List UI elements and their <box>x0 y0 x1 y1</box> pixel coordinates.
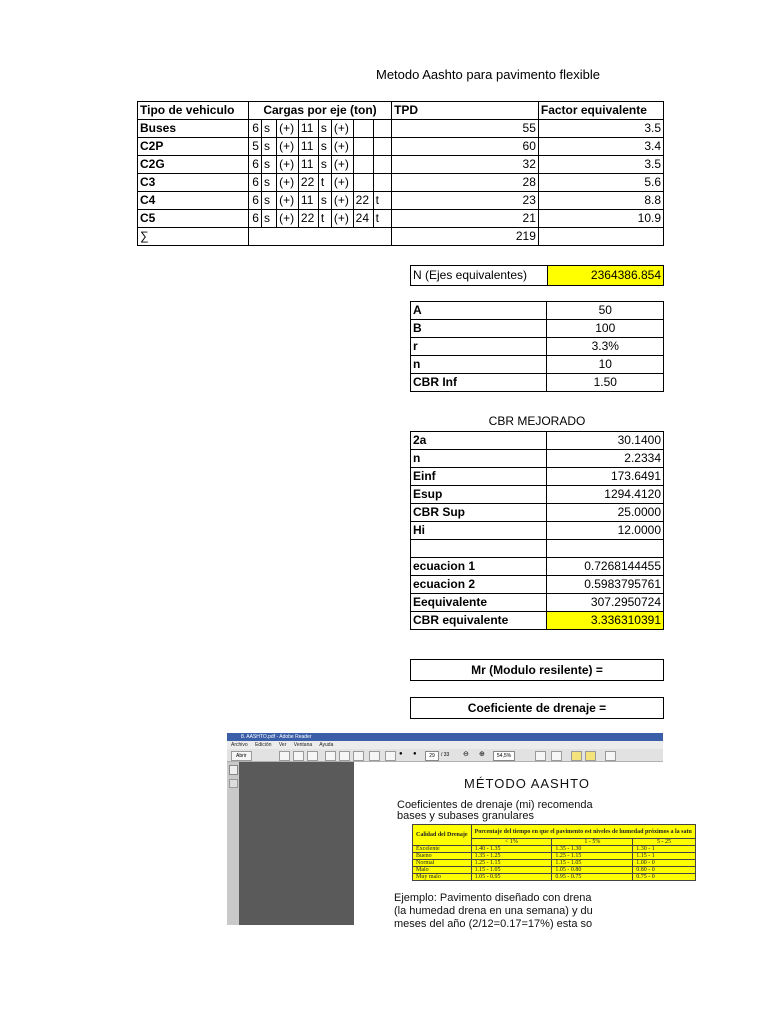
cell-factor: 3.5 <box>538 156 663 174</box>
vehicles-table <box>137 101 664 246</box>
cell-plus-2: (+) <box>331 174 353 192</box>
table-cell: Bueno <box>413 853 472 860</box>
table-cell: 1.25 - 1.15 <box>552 853 633 860</box>
cell-tipo-eje-2: s <box>318 192 331 210</box>
cell-carga-3 <box>353 174 373 192</box>
sum-tpd: 219 <box>392 228 539 246</box>
pdf-line: Coeficientes de drenaje (mi) recomenda <box>397 799 593 811</box>
cell-factor: 10.9 <box>538 210 663 228</box>
table-cell: 1.05 - 0.95 <box>471 874 552 881</box>
table-row <box>413 846 696 853</box>
table-row <box>411 540 664 558</box>
pdf-title: MÉTODO AASHTO <box>464 776 590 791</box>
pages-panel-icon[interactable] <box>229 765 238 775</box>
table-row <box>411 302 664 320</box>
highlight-icon[interactable] <box>585 751 596 761</box>
cell-tipo: Buses <box>138 120 249 138</box>
table-cell: 1.15 - 1.05 <box>552 860 633 867</box>
cell-tipo-eje-3: t <box>373 192 391 210</box>
reader-toolbar <box>227 749 663 762</box>
share-icon[interactable] <box>325 751 336 761</box>
cbr-equivalente-label: CBR equivalente <box>411 612 547 630</box>
table-cell: 1.25 - 1.15 <box>471 860 552 867</box>
cell-tipo-eje-2: s <box>318 138 331 156</box>
cbr-value: 0.5983795761 <box>547 576 664 594</box>
sum-empty-factor <box>538 228 663 246</box>
table-col: 1 - 5% <box>552 839 633 846</box>
cell-tpd: 55 <box>392 120 539 138</box>
cell-tipo: C4 <box>138 192 249 210</box>
tools-icon[interactable] <box>605 751 616 761</box>
cell-plus-2: (+) <box>331 138 353 156</box>
cbr-label: CBR Sup <box>411 504 547 522</box>
cbr-equivalente-value: 3.336310391 <box>547 612 664 630</box>
table-row <box>413 874 696 881</box>
cell-carga-1: 6 <box>248 192 261 210</box>
cell-tipo-eje-1: s <box>261 120 276 138</box>
zoom-in-icon[interactable]: ⊕ <box>479 751 485 758</box>
cell-tipo-eje-3 <box>373 120 391 138</box>
table-col: < 1% <box>471 839 552 846</box>
cell-tipo-eje-1: s <box>261 210 276 228</box>
table-row <box>413 853 696 860</box>
cell-plus-1: (+) <box>277 192 299 210</box>
param-label: B <box>411 320 547 338</box>
cell-factor: 8.8 <box>538 192 663 210</box>
param-value: 3.3% <box>547 338 664 356</box>
cell-factor: 3.4 <box>538 138 663 156</box>
param-label: CBR Inf <box>411 374 547 392</box>
table-row <box>411 338 664 356</box>
n-label: N (Ejes equivalentes) <box>411 266 548 286</box>
fit-page-icon[interactable] <box>535 751 546 761</box>
cbr-value: 173.6491 <box>547 468 664 486</box>
cbr-label: n <box>411 450 547 468</box>
table-row <box>413 860 696 867</box>
cell-tipo: C2P <box>138 138 249 156</box>
table-row <box>138 174 664 192</box>
table-row <box>411 612 664 630</box>
cell-tipo: C3 <box>138 174 249 192</box>
email-icon[interactable] <box>307 751 318 761</box>
cell-tipo-eje-1: s <box>261 138 276 156</box>
cell-tpd: 21 <box>392 210 539 228</box>
cell-tipo-eje-1: s <box>261 156 276 174</box>
cell-carga-2: 22 <box>298 174 318 192</box>
pdf-line: (la humedad drena en una semana) y du <box>394 905 593 917</box>
table-row <box>411 504 664 522</box>
param-label: n <box>411 356 547 374</box>
cbr-label: 2a <box>411 432 547 450</box>
cbr-value: 25.0000 <box>547 504 664 522</box>
cell-tipo-eje-2: s <box>318 120 331 138</box>
table-row <box>413 867 696 874</box>
table-row <box>411 468 664 486</box>
table-row <box>138 138 664 156</box>
cell-plus-1: (+) <box>277 120 299 138</box>
cbr-label: Hi <box>411 522 547 540</box>
cell-tpd: 28 <box>392 174 539 192</box>
table-cell: Normal <box>413 860 472 867</box>
prev-page-icon[interactable]: ● <box>399 751 403 757</box>
cell-tipo-eje-2: t <box>318 210 331 228</box>
reader-titlebar: 8. AASHTO.pdf - Adobe Reader <box>227 733 663 741</box>
drenaje-box: Coeficiente de drenaje = <box>410 697 664 719</box>
header-tipo: Tipo de vehiculo <box>138 102 249 120</box>
table-header-row <box>138 102 664 120</box>
cell-carga-2: 11 <box>298 192 318 210</box>
table-cell: 1.00 - 0 <box>633 860 696 867</box>
table-row <box>138 192 664 210</box>
menu-edicion[interactable]: Edición <box>255 742 272 748</box>
cell-carga-3 <box>353 120 373 138</box>
table-cell: 1.15 - 1.05 <box>471 867 552 874</box>
cell-factor: 3.5 <box>538 120 663 138</box>
table-row <box>411 558 664 576</box>
cbr-value: 307.2950724 <box>547 594 664 612</box>
table-cell: 1.05 - 0.80 <box>552 867 633 874</box>
reader-menubar <box>227 741 663 749</box>
cbr-value: 12.0000 <box>547 522 664 540</box>
table-cell: 1.35 - 1.25 <box>471 853 552 860</box>
table-row <box>411 450 664 468</box>
menu-archivo[interactable]: Archivo <box>231 742 248 748</box>
cbr-value: 0.7268144455 <box>547 558 664 576</box>
cell-carga-3 <box>353 138 373 156</box>
table-row <box>411 486 664 504</box>
cell-carga-2: 11 <box>298 138 318 156</box>
save-icon[interactable] <box>279 751 290 761</box>
cbr-mejorado-title: CBR MEJORADO <box>488 414 586 428</box>
open-button[interactable]: Abrir <box>231 751 252 761</box>
n-equivalentes-table <box>410 265 664 286</box>
cbr-value: 30.1400 <box>547 432 664 450</box>
sign-icon[interactable] <box>339 751 350 761</box>
hand-icon[interactable] <box>385 751 396 761</box>
header-factor: Factor equivalente <box>538 102 663 120</box>
cell-plus-2: (+) <box>331 192 353 210</box>
embedded-screenshot <box>227 733 692 930</box>
table-cell: 1.40 - 1.35 <box>471 846 552 853</box>
zoom-input[interactable]: 54,5% <box>493 751 515 761</box>
header-cargas: Cargas por eje (ton) <box>248 102 391 120</box>
cell-carga-3: 24 <box>353 210 373 228</box>
pdf-line: meses del año (2/12=0.17=17%) esta so <box>394 918 593 930</box>
table-cell: Malo <box>413 867 472 874</box>
print2-icon[interactable] <box>369 751 380 761</box>
fit-width-icon[interactable] <box>551 751 562 761</box>
cell-carga-1: 5 <box>248 138 261 156</box>
print-icon[interactable] <box>293 751 304 761</box>
cell-carga-2: 11 <box>298 120 318 138</box>
menu-ventana[interactable]: Ventana <box>293 742 313 748</box>
sum-empty-cell <box>248 228 391 246</box>
cell-tipo-eje-2: t <box>318 174 331 192</box>
param-value: 1.50 <box>547 374 664 392</box>
cbr-value <box>547 540 664 558</box>
table-cell: 1.15 - 1 <box>633 853 696 860</box>
cell-carga-1: 6 <box>248 174 261 192</box>
table-cell: 0.80 - 0 <box>633 867 696 874</box>
param-value: 100 <box>547 320 664 338</box>
param-label: r <box>411 338 547 356</box>
table-header: Porcentaje del tiempo en que el pavimento est niveles de humedad próximos a la satu <box>471 825 695 839</box>
sum-symbol: ∑ <box>138 228 249 246</box>
cell-tipo-eje-1: s <box>261 174 276 192</box>
table-row <box>411 594 664 612</box>
reader-gray-pane <box>239 762 354 925</box>
cbr-value: 2.2334 <box>547 450 664 468</box>
table-row <box>138 156 664 174</box>
cell-plus-1: (+) <box>277 138 299 156</box>
page-total: / 33 <box>441 752 450 758</box>
zoom-out-icon[interactable]: ⊖ <box>463 751 469 758</box>
table-row <box>411 356 664 374</box>
table-cell: 0.95 - 0.75 <box>552 874 633 881</box>
table-header: Calidad del Drenaje <box>413 825 472 846</box>
cell-tpd: 32 <box>392 156 539 174</box>
cbr-mejorado-table <box>410 431 664 630</box>
cell-tipo-eje-3 <box>373 138 391 156</box>
pdf-page <box>354 762 692 930</box>
param-value: 10 <box>547 356 664 374</box>
cell-tipo: C2G <box>138 156 249 174</box>
pdf-line: bases y subases granulares <box>397 810 534 822</box>
cell-plus-1: (+) <box>277 174 299 192</box>
cbr-label <box>411 540 547 558</box>
drenaje-coef-table <box>412 824 696 881</box>
cell-plus-2: (+) <box>331 156 353 174</box>
cbr-value: 1294.4120 <box>547 486 664 504</box>
comment-icon[interactable] <box>353 751 364 761</box>
cbr-label: ecuacion 1 <box>411 558 547 576</box>
table-row <box>138 210 664 228</box>
menu-ver[interactable]: Ver <box>278 742 287 748</box>
cell-plus-2: (+) <box>331 120 353 138</box>
cell-tpd: 60 <box>392 138 539 156</box>
reader-sidebar <box>227 762 239 925</box>
table-row <box>411 320 664 338</box>
table-row <box>411 432 664 450</box>
table-row <box>411 374 664 392</box>
cell-tipo-eje-1: s <box>261 192 276 210</box>
table-row <box>411 522 664 540</box>
cell-carga-3: 22 <box>353 192 373 210</box>
cell-tpd: 23 <box>392 192 539 210</box>
cell-carga-2: 11 <box>298 156 318 174</box>
cbr-label: Esup <box>411 486 547 504</box>
cell-carga-1: 6 <box>248 156 261 174</box>
menu-ayuda[interactable]: Ayuda <box>319 742 334 748</box>
cell-plus-1: (+) <box>277 156 299 174</box>
cell-carga-1: 6 <box>248 120 261 138</box>
attachments-icon[interactable] <box>229 779 238 788</box>
params-table <box>410 301 664 392</box>
cell-carga-3 <box>353 156 373 174</box>
table-row <box>138 120 664 138</box>
param-value: 50 <box>547 302 664 320</box>
header-tpd: TPD <box>392 102 539 120</box>
table-cell: 1.35 - 1.30 <box>552 846 633 853</box>
table-cell: 0.75 - 0 <box>633 874 696 881</box>
cell-plus-2: (+) <box>331 210 353 228</box>
table-row <box>411 576 664 594</box>
cell-tipo-eje-3 <box>373 174 391 192</box>
table-cell: 1.30 - 1 <box>633 846 696 853</box>
cell-tipo: C5 <box>138 210 249 228</box>
page-title: Metodo Aashto para pavimento flexible <box>376 67 601 82</box>
n-value: 2364386.854 <box>547 266 663 286</box>
cell-plus-1: (+) <box>277 210 299 228</box>
comment-note-icon[interactable] <box>571 751 582 761</box>
cell-carga-1: 6 <box>248 210 261 228</box>
cbr-label: Einf <box>411 468 547 486</box>
cell-factor: 5.6 <box>538 174 663 192</box>
cbr-label: Eequivalente <box>411 594 547 612</box>
sum-row <box>138 228 664 246</box>
param-label: A <box>411 302 547 320</box>
pdf-line: Ejemplo: Pavimento diseñado con drena <box>394 892 592 904</box>
cell-carga-2: 22 <box>298 210 318 228</box>
table-cell: Excelente <box>413 846 472 853</box>
mr-box: Mr (Modulo resilente) = <box>410 659 664 681</box>
cell-tipo-eje-3: t <box>373 210 391 228</box>
table-col: 5 - 25 <box>633 839 696 846</box>
page-number-input[interactable]: 29 <box>425 751 439 761</box>
table-cell: Muy malo <box>413 874 472 881</box>
cbr-label: ecuacion 2 <box>411 576 547 594</box>
cell-tipo-eje-2: s <box>318 156 331 174</box>
next-page-icon[interactable]: ● <box>413 751 417 757</box>
cell-tipo-eje-3 <box>373 156 391 174</box>
